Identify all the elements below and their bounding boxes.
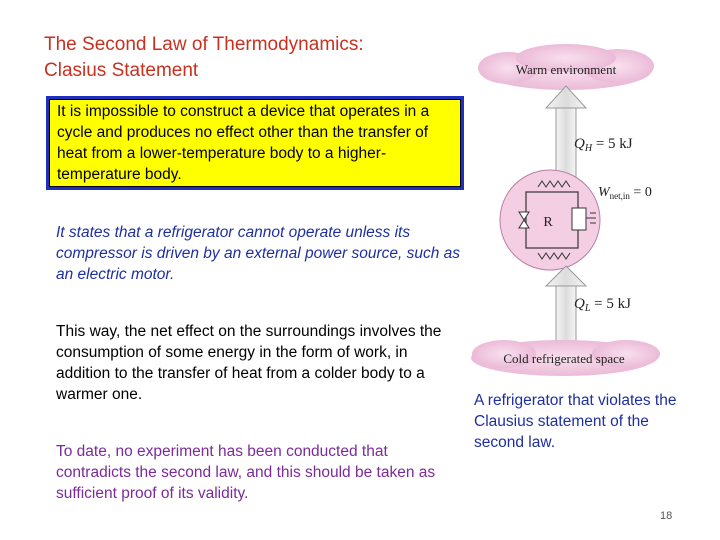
refrigerator-explanation: It states that a refrigerator cannot operate unless its compressor is driven by an external power source, such as an electric motor. [56, 224, 461, 283]
title-line-1: The Second Law of Thermodynamics: [44, 34, 364, 55]
qh-label: $Q_H = 5$ kJ [574, 136, 633, 154]
figure-caption: A refrigerator that violates the Clausius statement of the second law. [474, 392, 677, 451]
refrigerator-label: R [543, 215, 553, 230]
cold-space-cloud [471, 340, 660, 376]
refrigerator-diagram [468, 40, 704, 380]
clausius-statement-box [46, 96, 464, 190]
warm-environment-label: Warm environment [515, 62, 617, 77]
net-effect-paragraph: This way, the net effect on the surroundings involves the consumption of some energy in the form of work, in addition to the transfer of heat from a colder body to a warmer one. [56, 323, 442, 403]
validity-paragraph: To date, no experiment has been conducted that contradicts the second law, and this should be taken as sufficient proof of its validity. [56, 443, 436, 502]
refrigerator-circle [500, 170, 600, 270]
cold-space-label: Cold refrigerated space [503, 351, 625, 366]
wnet-label: $W_{net,in} = 0$ [598, 185, 652, 201]
warm-environment-cloud [478, 44, 654, 90]
title-line-2: Clasius Statement [44, 60, 199, 81]
slide-title [44, 32, 464, 84]
ql-label: $Q_L = 5$ kJ [574, 296, 631, 314]
page-number: 18 [660, 510, 673, 522]
clausius-statement-text: It is impossible to construct a device that operates in a cycle and produces no effect other than the transfer of heat from a lower-temperature body to a higher-temperature body. [57, 103, 430, 183]
